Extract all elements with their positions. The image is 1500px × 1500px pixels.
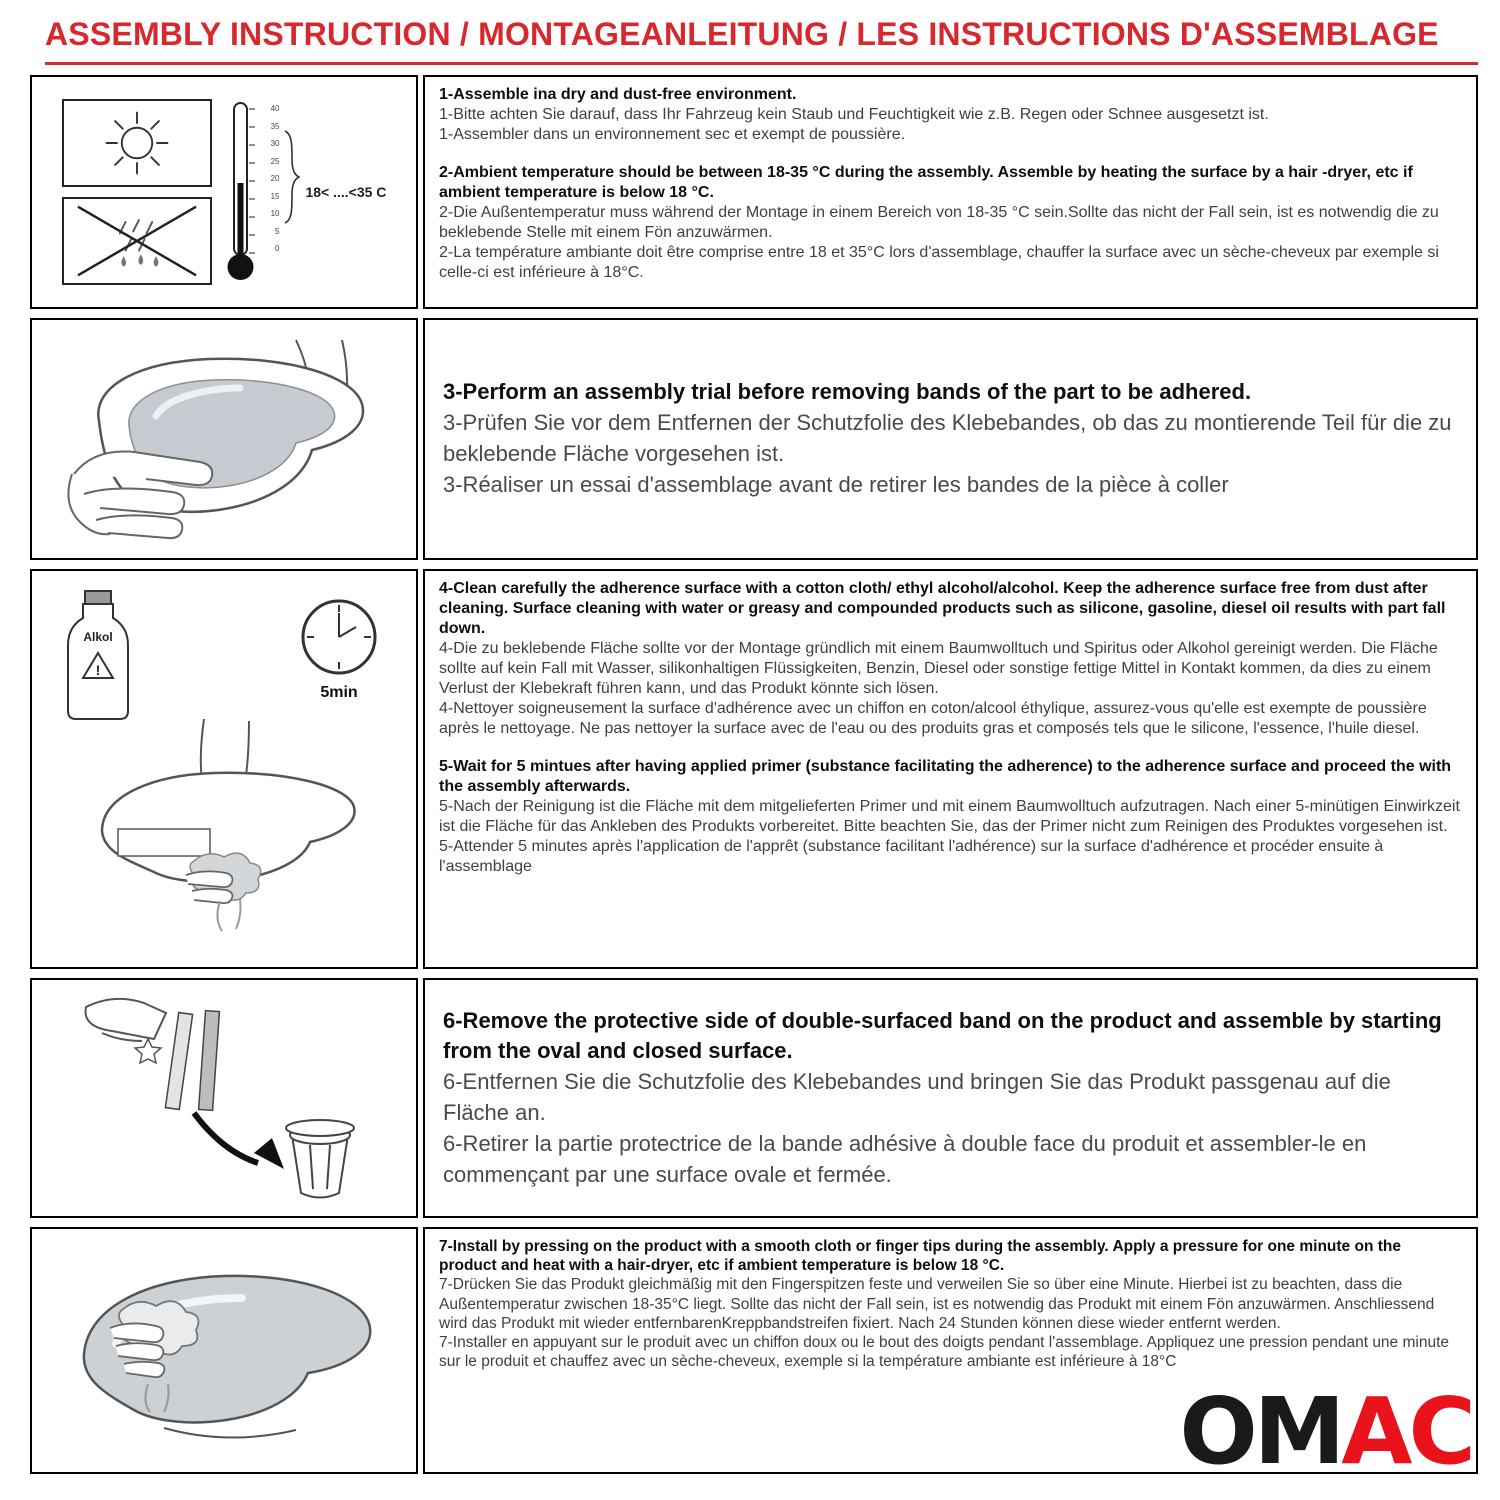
page-title: ASSEMBLY INSTRUCTION / MONTAGEANLEITUNG / LES INSTRUCTIONS D'ASSEMBLAGE	[45, 16, 1439, 52]
illustration-band-removal	[30, 978, 418, 1218]
thermometer-scale	[271, 105, 280, 253]
step-4-de: 4-Die zu beklebende Fläche sollte vor der Montage gründlich mit einem Baumwolltuch und Spiritus oder Alkohol gereinigt werden. Die Fläche sollte auf kein Fall mit Wasser, silikonhaltigen Flüssigkeiten, Benzin, Diesel oder sonstige fettige Mittel in Kontakt kommen, da dies zu einem Verlust der Klebekraft führen kann, und das Produkt könnte sich lösen.	[439, 640, 1438, 697]
step-3-en: 3-Perform an assembly trial before removing bands of the part to be adhered.	[443, 379, 1252, 405]
omac-logo	[1179, 1378, 1472, 1485]
omac-logo-black-letters: OM	[1179, 1378, 1342, 1485]
title-underline	[45, 62, 1478, 65]
illustration-environment	[30, 75, 418, 309]
wait-time-label: 5min	[320, 684, 358, 701]
range-brace	[282, 129, 300, 225]
instruction-row-4	[30, 978, 1478, 1218]
instruction-row-2	[30, 318, 1478, 560]
no-rain-drawing	[67, 201, 207, 281]
band-removal-drawing	[44, 985, 404, 1211]
thermometer-scale-number: 40	[270, 104, 280, 113]
mirror-trial-drawing	[39, 326, 409, 552]
step-5-fr: 5-Attender 5 minutes après l'application de l'apprêt (substance facilitant l'adhérence) sur la surface d'adhérence et procéder ensuite à l'assemblage	[439, 838, 1384, 875]
step-1-en: 1-Assemble ina dry and dust-free environment.	[439, 86, 797, 103]
step-1-fr: 1-Assembler dans un environnement sec et exempt de poussière.	[439, 126, 906, 143]
instruction-text-4	[423, 978, 1478, 1218]
step-6-en: 6-Remove the protective side of double-surfaced band on the product and assemble by starting from the oval and closed surface.	[443, 1007, 1442, 1064]
step-2-fr: 2-La température ambiante doit être comprise entre 18 et 35°C lors d'assemblage, chauffer la surface avec un sèche-cheveux par exemple si celle-ci est inférieure à 18°C.	[439, 244, 1439, 281]
thermometer-scale-number: 25	[270, 156, 280, 166]
thermometer-scale-number: 30	[270, 139, 280, 148]
no-rain-icon	[62, 197, 212, 285]
alcohol-bottle-label: Alkol	[83, 630, 113, 644]
thermometer-scale-number: 0	[275, 244, 280, 253]
sun-drawing	[67, 103, 207, 183]
cleaning-drawing	[44, 579, 404, 959]
instruction-row-1	[30, 75, 1478, 309]
step-6-fr: 6-Retirer la partie protectrice de la bande adhésive à double face du produit et assembler-le en commençant par une surface ovale et fermée.	[443, 1130, 1367, 1187]
step-4-fr: 4-Nettoyer soigneusement la surface d'adhérence avec un chiffon en coton/alcool éthylique, assurez-vous qu'elle est exempte de poussière après le nettoyage. Ne pas nettoyer la surface avec de l'eau ou des produits gras et composés tels que le silicone, l'essence, l'huile diesel.	[439, 700, 1427, 737]
step-6-de: 6-Entfernen Sie die Schutzfolie des Klebebandes und bringen Sie das Produkt passgenau auf die Fläche an.	[443, 1069, 1391, 1125]
temperature-range-label: 18< ....<35 C	[305, 184, 387, 200]
illustration-cleaning	[30, 569, 418, 969]
step-2-de: 2-Die Außentemperatur muss während der Montage in einem Bereich von 18-35 °C sein.Sollte das nicht der Fall sein, ist es notwendig die zu beklebende Stelle mit einem Fön anzuwärmen.	[439, 204, 1439, 241]
environment-graphic	[62, 97, 387, 287]
thermometer-scale-number: 15	[270, 191, 280, 201]
thermometer-scale-number: 35	[270, 121, 280, 131]
instruction-text-2	[423, 318, 1478, 560]
illustration-assembly-trial	[30, 318, 418, 560]
instruction-text-1	[423, 75, 1478, 309]
environment-pictograms	[62, 99, 212, 285]
press-install-drawing	[39, 1236, 409, 1466]
instruction-text-3	[423, 569, 1478, 969]
step-3-fr: 3-Réaliser un essai d'assemblage avant de retirer les bandes de la pièce à coller	[443, 471, 1229, 497]
step-7-fr: 7-Installer en appuyant sur le produit avec un chiffon doux ou le bout des doigts pendant l'assemblage. Appliquez une pression pendant une minute sur le produit et chauffez avec un sèche-cheveux, exemple si la température ambiante est inférieure à 18°C	[439, 1334, 1450, 1371]
step-4-en: 4-Clean carefully the adherence surface with a cotton cloth/ ethyl alcohol/alcohol. Keep the adherence surface free from dust after cleaning. Surface cleaning with water or greasy and compounded products such as silicone, gasoline, diesel oil results with part fall down.	[439, 580, 1446, 637]
thermometer-scale-number: 10	[270, 209, 280, 218]
step-5-de: 5-Nach der Reinigung ist die Fläche mit dem mitgelieferten Primer und mit einem Baumwolltuch aufzutragen. Nach einer 5-minütigen Einwirkzeit ist die Fläche für das Ankleben des Produkts vorbereitet. Bitte beachten Sie, das der Primer nicht zum Reinigen des Produktes vorgesehen ist.	[439, 798, 1460, 835]
step-2-en: 2-Ambient temperature should be between 18-35 °C during the assembly. Assemble by heating the surface by a hair -dryer, etc if ambient temperature is below 18 °C.	[439, 164, 1413, 201]
warning-exclamation: !	[95, 662, 101, 678]
thermometer-scale-number: 5	[275, 226, 280, 236]
step-7-en: 7-Install by pressing on the product with a smooth cloth or finger tips during the assembly. Apply a pressure for one minute on the product and heat with a hair-dryer, etc if ambient temperature is below 18 °C.	[439, 1238, 1401, 1275]
illustration-press-install	[30, 1227, 418, 1474]
step-5-en: 5-Wait for 5 mintues after having applied primer (substance facilitating the adherence) to the adherence surface and proceed the with the assembly afterwards.	[439, 758, 1452, 795]
thermometer-icon	[226, 97, 270, 287]
step-1-de: 1-Bitte achten Sie darauf, dass Ihr Fahrzeug kein Staub und Feuchtigkeit wie z.B. Regen oder Schnee ausgesetzt ist.	[439, 106, 1269, 123]
step-3-de: 3-Prüfen Sie vor dem Entfernen der Schutzfolie des Klebebandes, ob das zu montierende Teil für die zu beklebende Fläche vorgesehen ist.	[443, 410, 1452, 466]
thermometer-scale-number: 20	[270, 174, 280, 183]
sun-icon	[62, 99, 212, 187]
thermometer-group	[226, 97, 387, 287]
instruction-row-3	[30, 569, 1478, 969]
omac-logo-red-letters: AC	[1341, 1378, 1472, 1485]
instruction-rows	[30, 75, 1478, 1474]
step-7-de: 7-Drücken Sie das Produkt gleichmäßig mit den Fingerspitzen feste und verweilen Sie so über eine Minute. Hierbei ist zu beachten, dass die Außentemperatur zwischen 18-35°C liegt. Sollte das nicht der Fall sein, ist es notwendig das Produkt mit einem Fön anzuwärmen. Anschliessend wird das Produkt mit wieder entfernbarenKreppbandstreifen fixiert. Nach 24 Stunden können diese wieder entfernt werden.	[439, 1276, 1435, 1332]
document-header	[0, 0, 1500, 65]
